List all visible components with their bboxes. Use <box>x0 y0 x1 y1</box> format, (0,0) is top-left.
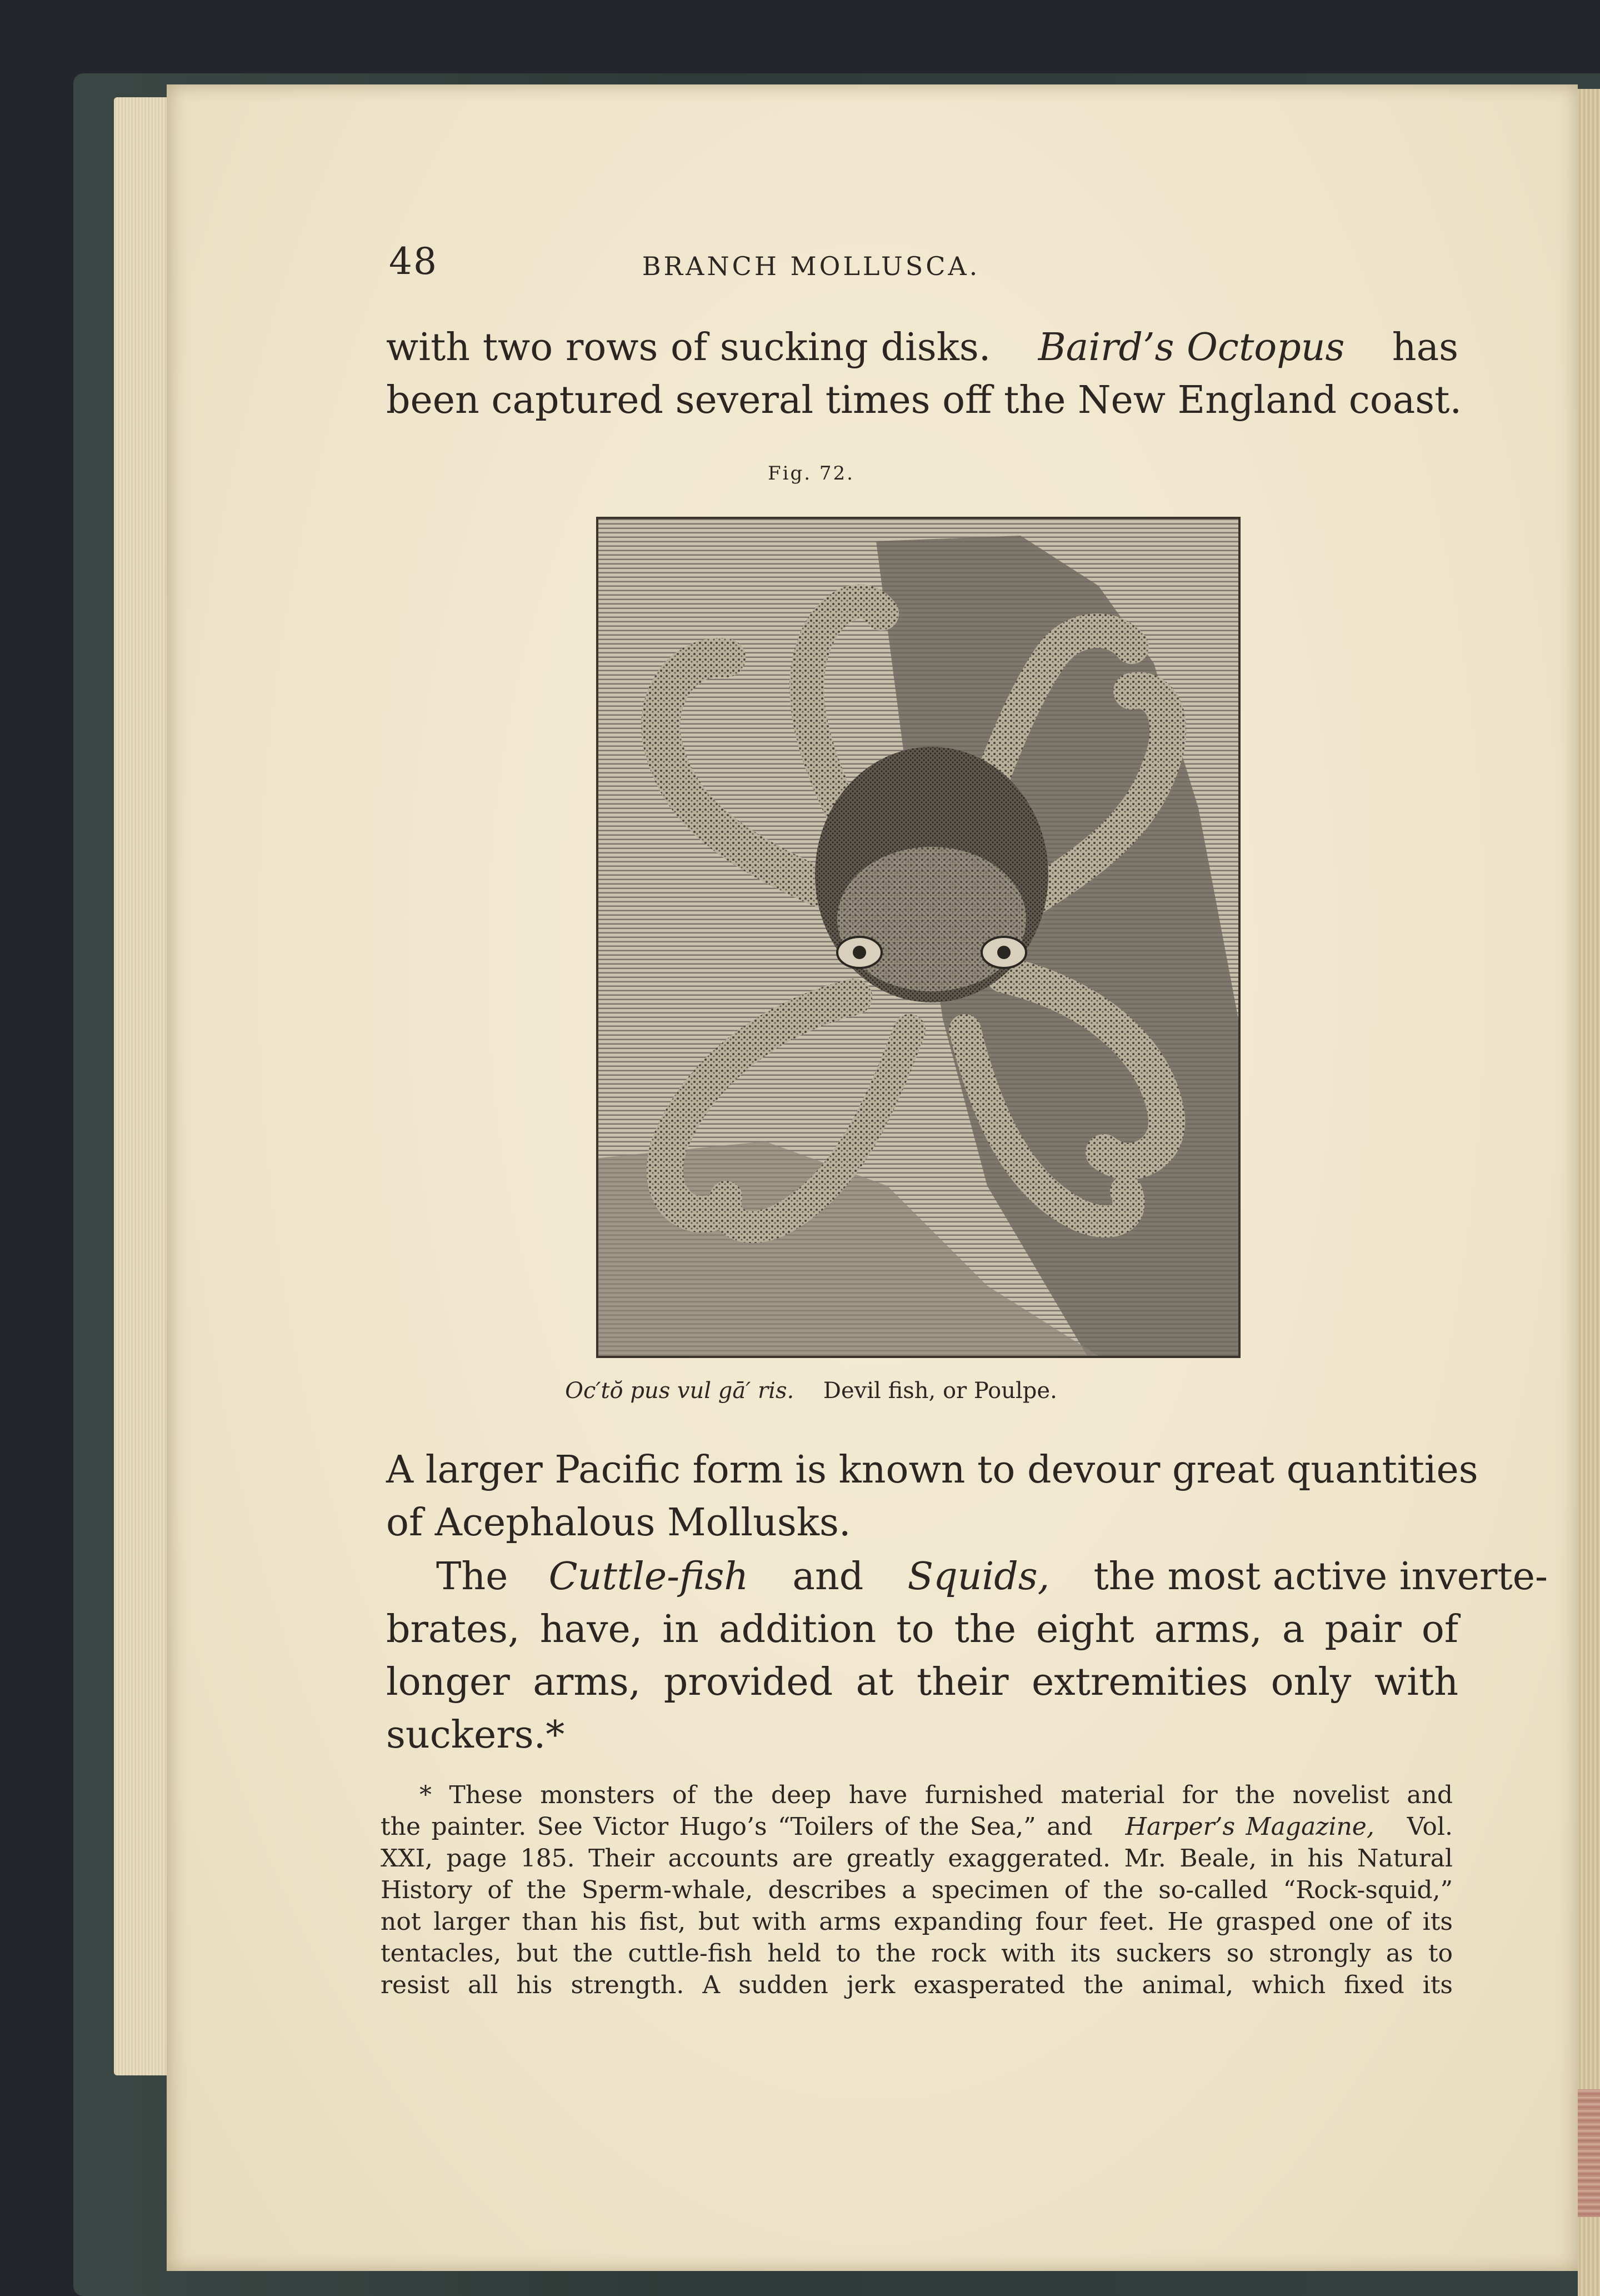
bookmark-ribbon <box>1576 2089 1600 2217</box>
caption-latin-name: Oc′tŏ pus vul gā′ ris. <box>565 1378 794 1404</box>
caption-common-name: Devil fish, or Poulpe. <box>823 1378 1057 1404</box>
text-line: been captured several times off the New England coast. <box>386 378 1462 422</box>
footnote-line <box>381 1813 1453 1841</box>
footnote-line: resist all his strength. A sudden jerk exasperated the animal, which fixed its <box>381 1971 1453 1999</box>
octopus-engraving-icon <box>598 519 1238 1356</box>
text-line: longer arms, provided at their extremities only with <box>386 1660 1458 1704</box>
text-line <box>436 1550 1548 1603</box>
text-run: has <box>1392 326 1459 370</box>
page-number: 48 <box>389 240 438 283</box>
text-line <box>386 321 1458 374</box>
text-run: The <box>436 1555 508 1599</box>
magazine-title: Harper’s Magazine, <box>1125 1813 1374 1841</box>
term-cuttle-fish: Cuttle-fish <box>548 1555 749 1599</box>
footnote-line: XXI, page 185. Their accounts are greatly exaggerated. Mr. Beale, in his Natural <box>381 1844 1453 1873</box>
running-head: BRANCH MOLLUSCA. <box>642 251 981 281</box>
text-run: and <box>792 1555 864 1599</box>
text-line: A larger Pacific form is known to devour great quantities <box>386 1448 1478 1492</box>
figure-label: Fig. 72. <box>768 462 854 485</box>
text-run: with two rows of sucking disks. <box>386 326 991 370</box>
footnote-line: History of the Sperm-whale, describes a specimen of the so-called “Rock-squid,” <box>381 1876 1453 1904</box>
species-name: Baird’s Octopus <box>1038 326 1345 370</box>
text-line: of Acephalous Mollusks. <box>386 1501 851 1545</box>
page-stack-right <box>1578 89 1600 2296</box>
footnote-line: * These monsters of the deep have furnished material for the novelist and <box>419 1781 1453 1809</box>
text-line: brates, have, in addition to the eight arms, a pair of <box>386 1608 1458 1651</box>
footnote-line: tentacles, but the cuttle-fish held to the rock with its suckers so strongly as to <box>381 1939 1453 1968</box>
text-run: Vol. <box>1407 1813 1453 1841</box>
term-squids: Squids, <box>907 1555 1050 1599</box>
text-line: suckers.* <box>386 1713 565 1757</box>
figure-caption <box>0 1378 1600 1404</box>
footnote-line: not larger than his fist, but with arms expanding four feet. He grasped one of its <box>381 1908 1453 1936</box>
figure-illustration <box>596 517 1241 1358</box>
text-run: the painter. See Victor Hugo’s “Toilers of the Sea,” and <box>381 1813 1093 1841</box>
text-run: the most active inverte- <box>1093 1555 1548 1599</box>
